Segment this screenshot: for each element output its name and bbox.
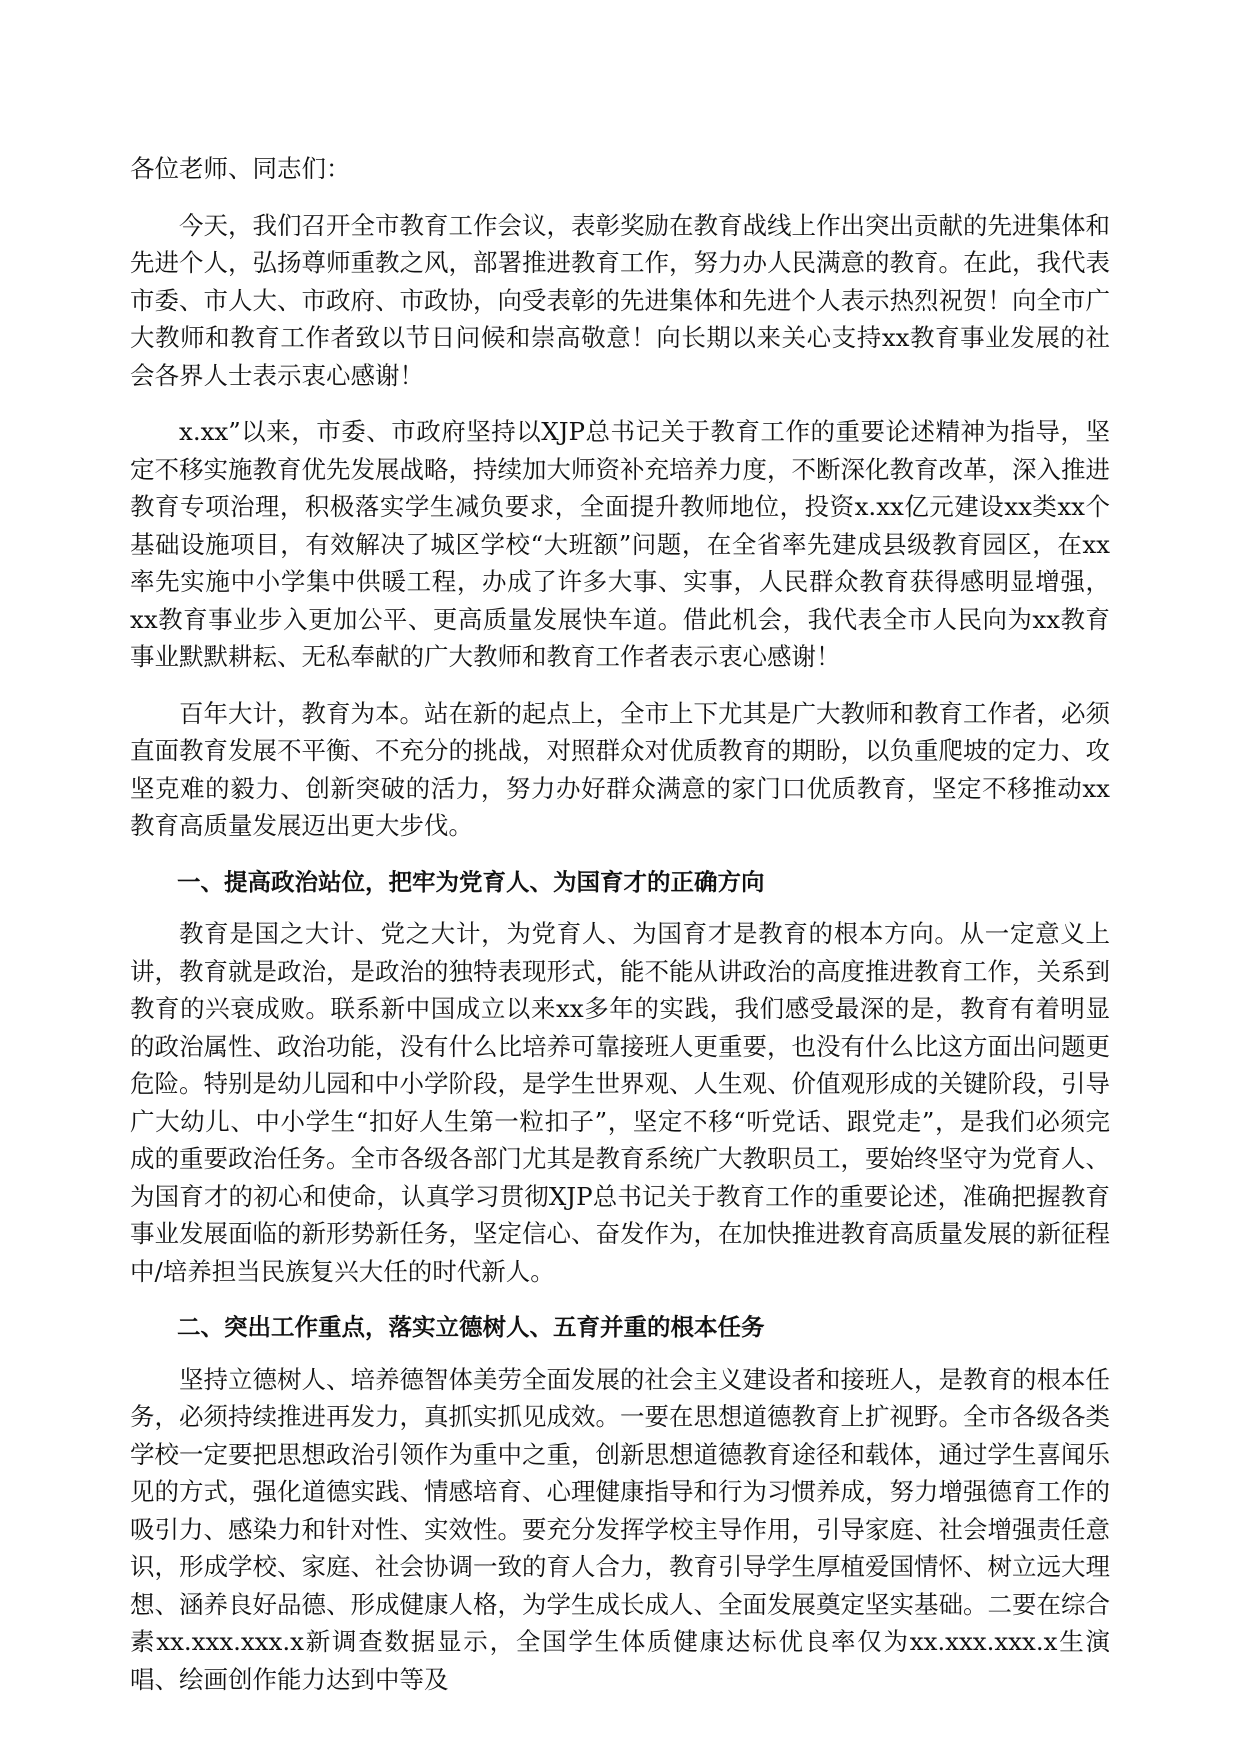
section-heading-1: 一、提高政治站位，把牢为党育人、为国育才的正确方向 bbox=[177, 867, 765, 896]
paragraph-outlook: 百年大计，教育为本。站在新的起点上，全市上下尤其是广大教师和教育工作者，必须直面教育发展不平衡、不充分的挑战，对照群众对优质教育的期盼，以负重爬坡的定力、攻坚克难的毅力、创新突破的活力，努力办好群众满意的家门口优质教育，坚定不移推动xx教育高质量发展迈出更大步伐。 bbox=[130, 698, 1110, 840]
paragraph-opening: 今天，我们召开全市教育工作会议，表彰奖励在教育战线上作出突出贡献的先进集体和先进个人，弘扬尊师重教之风，部署推进教育工作，努力办人民满意的教育。在此，我代表市委、市人大、市政府、市政协，向受表彰的先进集体和先进个人表示热烈祝贺！向全市广大教师和教育工作者致以节日问候和崇高敬意！向长期以来关心支持xx教育事业发展的社会各界人士表示衷心感谢！ bbox=[130, 210, 1110, 390]
section-heading-2: 二、突出工作重点，落实立德树人、五育并重的根本任务 bbox=[177, 1313, 765, 1341]
paragraph-achievements: x.xx”以来，市委、市政府坚持以XJP总书记关于教育工作的重要论述精神为指导，坚定不移实施教育优先发展战略，持续加大师资补充培养力度，不断深化教育改革，深入推进教育专项治理，积极落实学生减负要求，全面提升教师地位，投资x.xx亿元建设xx类xx个基础设施项目，有效解决了城区学校“大班额”问题，在全省率先建成县级教育园区，在xx率先实施中小学集中供暖工程，办成了许多大事、实事，人民群众教育获得感明显增强，xx教育事业步入更加公平、更高质量发展快车道。借此机会，我代表全市人民向为xx教育事业默默耕耘、无私奉献的广大教师和教育工作者表示衷心感谢！ bbox=[130, 417, 1110, 671]
section-body-2: 坚持立德树人、培养德智体美劳全面发展的社会主义建设者和接班人，是教育的根本任务，必须持续推进再发力，真抓实抓见成效。一要在思想道德教育上扩视野。全市各级各类学校一定要把思想政治引领作为重中之重，创新思想道德教育途径和载体，通过学生喜闻乐见的方式，强化道德实践、情感培育、心理健康指导和行为习惯养成，努力增强德育工作的吸引力、感染力和针对性、实效性。要充分发挥学校主导作用，引导家庭、社会增强责任意识，形成学校、家庭、社会协调一致的育人合力，教育引导学生厚植爱国情怀、树立远大理想、涵养良好品德、形成健康人格，为学生成长成人、全面发展奠定坚实基础。二要在综合素xx.xxx.xxx.x新调查数据显示，全国学生体质健康达标优良率仅为xx.xxx.xxx.x生演唱、绘画创作能力达到中等及 bbox=[130, 1364, 1110, 1694]
document-page bbox=[130, 150, 1110, 1717]
section-body-1: 教育是国之大计、党之大计，为党育人、为国育才是教育的根本方向。从一定意义上讲，教育就是政治，是政治的独特表现形式，能不能从讲政治的高度推进教育工作，关系到教育的兴衰成败。联系新中国成立以来xx多年的实践，我们感受最深的是，教育有着明显的政治属性、政治功能，没有什么比培养可靠接班人更重要，也没有什么比这方面出问题更危险。特别是幼儿园和中小学阶段，是学生世界观、人生观、价值观形成的关键阶段，引导广大幼儿、中小学生“扣好人生第一粒扣子”，坚定不移“听党话、跟党走”，是我们必须完成的重要政治任务。全市各级各部门尤其是教育系统广大教职员工，要始终坚守为党育人、为国育才的初心和使命，认真学习贯彻XJP总书记关于教育工作的重要论述，准确把握教育事业发展面临的新形势新任务，坚定信心、奋发作为，在加快推进教育高质量发展的新征程中/培养担当民族复兴大任的时代新人。 bbox=[130, 919, 1110, 1286]
salutation: 各位老师、同志们： bbox=[130, 154, 351, 183]
